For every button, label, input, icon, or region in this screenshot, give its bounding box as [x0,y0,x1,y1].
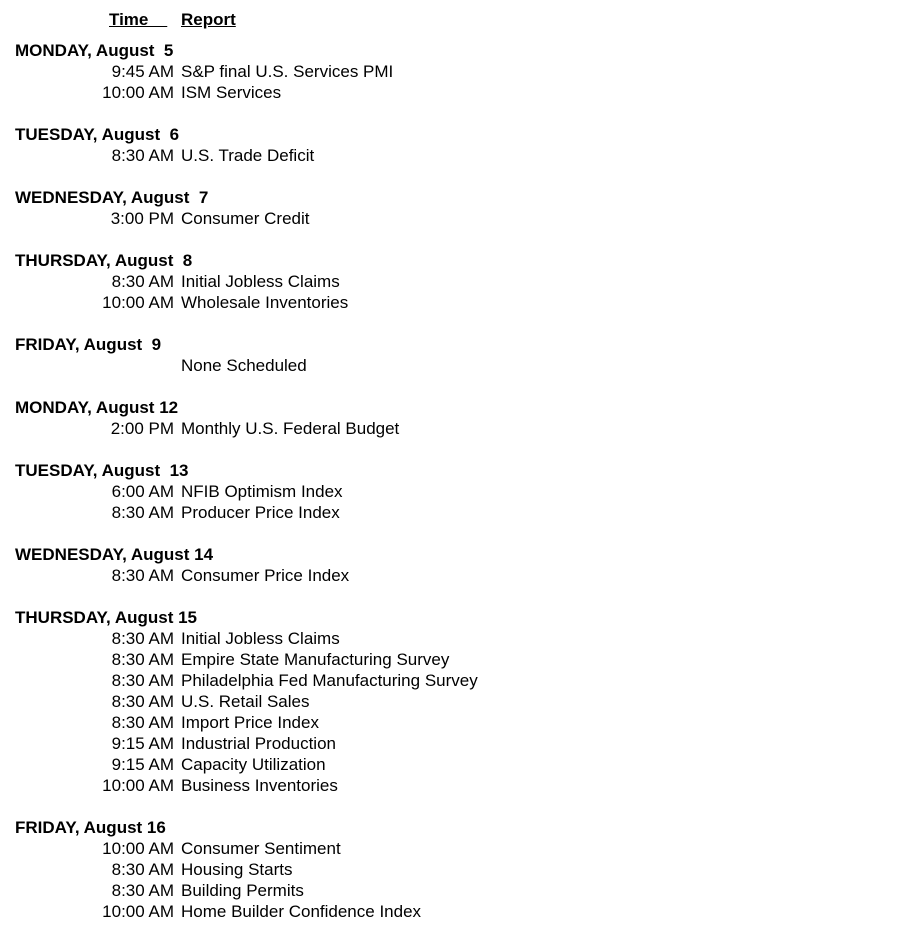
event-report: Monthly U.S. Federal Budget [181,419,400,438]
economic-calendar [0,40,907,943]
event-row [0,838,907,859]
event-report: Industrial Production [181,734,336,753]
event-time: 8:30 AM [111,146,174,165]
event-report: Consumer Price Index [181,566,350,585]
event-report: S&P final U.S. Services PMI [181,62,394,81]
event-time: 8:30 AM [111,713,174,732]
event-time: 2:00 PM [110,419,174,438]
day-section [0,250,907,313]
event-report: Import Price Index [181,713,319,732]
event-time: 8:30 AM [111,503,174,522]
day-section [0,334,907,376]
event-time: 10:00 AM [102,902,174,921]
event-row [0,649,907,670]
event-row [0,565,907,586]
day-section [0,544,907,586]
event-row [0,880,907,901]
event-report: Building Permits [181,881,304,900]
schedule-header [0,9,907,30]
day-title: THURSDAY, August 8 [15,251,193,270]
day-title: THURSDAY, August 15 [15,608,197,627]
day-section [0,397,907,439]
day-title: MONDAY, August 5 [15,41,174,60]
event-report: Producer Price Index [181,503,340,522]
event-row [0,502,907,523]
event-row [0,733,907,754]
event-time: 8:30 AM [111,671,174,690]
event-report: Home Builder Confidence Index [181,902,422,921]
event-report: Philadelphia Fed Manufacturing Survey [181,671,478,690]
event-time: 9:15 AM [111,755,174,774]
day-section [0,187,907,229]
event-report: Empire State Manufacturing Survey [181,650,450,669]
event-time: 6:00 AM [111,482,174,501]
event-row [0,691,907,712]
day-title: FRIDAY, August 9 [15,335,162,354]
day-title: WEDNESDAY, August 7 [15,188,209,207]
event-report: Business Inventories [181,776,338,795]
event-row [0,208,907,229]
day-title: MONDAY, August 12 [15,398,179,417]
event-row [0,712,907,733]
event-row [0,145,907,166]
event-report: Wholesale Inventories [181,293,349,312]
event-time: 8:30 AM [111,692,174,711]
event-row [0,754,907,775]
event-time: 8:30 AM [111,272,174,291]
event-time: 8:30 AM [111,629,174,648]
event-time: 8:30 AM [111,860,174,879]
event-time: 8:30 AM [111,566,174,585]
event-row [0,859,907,880]
event-time: 10:00 AM [102,839,174,858]
day-section [0,607,907,796]
event-time: 8:30 AM [111,881,174,900]
event-row [0,355,907,376]
event-row [0,628,907,649]
event-row [0,775,907,796]
day-section [0,40,907,103]
day-title: WEDNESDAY, August 14 [15,545,214,564]
event-report: U.S. Trade Deficit [181,146,315,165]
event-time: 9:45 AM [111,62,174,81]
event-report: Housing Starts [181,860,293,879]
event-row [0,61,907,82]
day-title: FRIDAY, August 16 [15,818,166,837]
event-time: 8:30 AM [111,650,174,669]
event-report: U.S. Retail Sales [181,692,310,711]
report-column-header: Report [181,10,236,29]
event-report: Capacity Utilization [181,755,326,774]
event-report: Consumer Sentiment [181,839,341,858]
event-row [0,271,907,292]
event-time: 10:00 AM [102,293,174,312]
event-report: NFIB Optimism Index [181,482,343,501]
event-row [0,901,907,922]
event-report: None Scheduled [181,356,307,375]
event-time: 3:00 PM [110,209,174,228]
day-title: TUESDAY, August 13 [15,461,189,480]
event-time: 10:00 AM [102,776,174,795]
event-report: ISM Services [181,83,282,102]
day-section [0,817,907,922]
day-title: TUESDAY, August 6 [15,125,180,144]
event-report: Consumer Credit [181,209,310,228]
day-section [0,124,907,166]
event-row [0,670,907,691]
event-report: Initial Jobless Claims [181,629,340,648]
event-report: Initial Jobless Claims [181,272,340,291]
day-section [0,460,907,523]
event-row [0,82,907,103]
time-column-header: Time [109,10,168,29]
event-time: 10:00 AM [102,83,174,102]
event-time: 9:15 AM [111,734,174,753]
event-row [0,418,907,439]
event-row [0,292,907,313]
event-row [0,481,907,502]
